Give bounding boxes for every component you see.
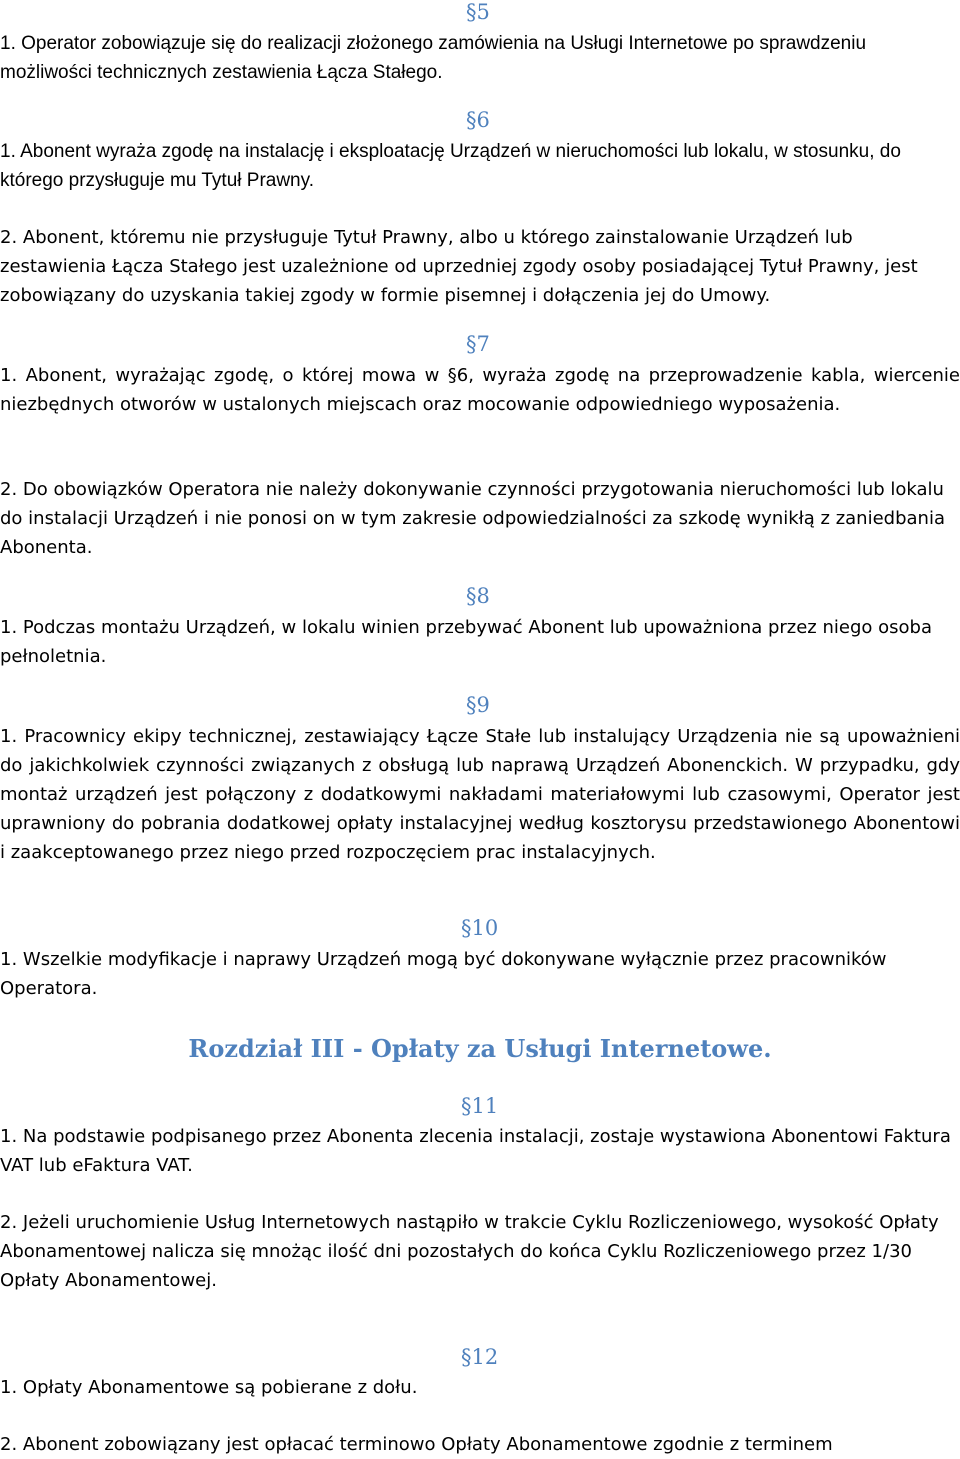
section-9-mark: §9 xyxy=(466,693,490,717)
paragraph-11-1: 1. Na podstawie podpisanego przez Abonenta zlecenia instalacji, zostaje wystawiona Abonentowi Faktura VAT lub eFaktura VAT. xyxy=(0,1126,951,1176)
section-8-mark: §8 xyxy=(466,584,490,608)
paragraph-8-1: 1. Podczas montażu Urządzeń, w lokalu winien przebywać Abonent lub upoważniona przez niego osoba pełnoletnia. xyxy=(0,617,932,667)
paragraph-11-2: 2. Jeżeli uruchomienie Usług Internetowych nastąpiło w trakcie Cyklu Rozliczeniowego, wysokość Opłaty Abonamentowej nalicza się mnożąc ilość dni pozostałych do końca Cyklu Rozliczeniowego przez 1/30 Opłaty Abonamentowej. xyxy=(0,1212,939,1291)
paragraph-6-2: 2. Abonent, któremu nie przysługuje Tytuł Prawny, albo u którego zainstalowanie Urządzeń lub zestawienia Łącza Stałego jest uzależnione od uprzedniej zgody osoby posiadającej Tytuł Prawny, jest zobowiązany do uzyskania takiej zgody w formie pisemnej i dołączenia jej do Umowy. xyxy=(0,227,918,306)
chapter-heading: Rozdział III - Opłaty za Usługi Internetowe. xyxy=(188,1034,772,1063)
paragraph-12-1: 1. Opłaty Abonamentowe są pobierane z dołu. xyxy=(0,1377,418,1398)
paragraph-7-1: 1. Abonent, wyrażając zgodę, o której mowa w §6, wyraża zgodę na przeprowadzenie kabla, wiercenie niezbędnych otworów w ustalonych miejscach oraz mocowanie odpowiedniego wyposażenia. xyxy=(0,365,960,415)
section-10-mark: §10 xyxy=(461,916,499,940)
section-7-mark: §7 xyxy=(466,332,490,356)
section-6-mark: §6 xyxy=(466,108,490,132)
paragraph-5-1: 1. Operator zobowiązuje się do realizacji złożonego zamówienia na Usługi Internetowe po sprawdzeniu możliwości technicznych zestawienia Łącza Stałego. xyxy=(0,33,867,83)
paragraph-12-2: 2. Abonent zobowiązany jest opłacać terminowo Opłaty Abonamentowe zgodnie z terminem xyxy=(0,1434,833,1455)
paragraph-9-1: 1. Pracownicy ekipy technicznej, zestawiający Łącze Stałe lub instalujący Urządzenia nie są upoważnieni do jakichkolwiek czynności związanych z obsługą lub naprawą Urządzeń Abonenckich. W przypadku, gdy montaż urządzeń jest połączony z dodatkowymi nakładami materiałowymi lub czasowymi, Operator jest uprawniony do pobrania dodatkowej opłaty instalacyjnej według kosztorysu przedstawionego Abonentowi i zaakceptowanego przez niego przed rozpoczęciem prac instalacyjnych. xyxy=(0,726,960,863)
section-11-mark: §11 xyxy=(461,1094,499,1118)
paragraph-7-2: 2. Do obowiązków Operatora nie należy dokonywanie czynności przygotowania nieruchomości lub lokalu do instalacji Urządzeń i nie ponosi on w tym zakresie odpowiedzialności za szkodę wynikłą z zaniedbania Abonenta. xyxy=(0,479,945,558)
paragraph-6-1: 1. Abonent wyraża zgodę na instalację i eksploatację Urządzeń w nieruchomości lub lokalu, w stosunku, do którego przysługuje mu Tytuł Prawny. xyxy=(0,141,901,191)
paragraph-10-1: 1. Wszelkie modyfikacje i naprawy Urządzeń mogą być dokonywane wyłącznie przez pracowników Operatora. xyxy=(0,949,887,999)
section-5-mark: §5 xyxy=(466,0,490,24)
section-12-mark: §12 xyxy=(461,1345,499,1369)
